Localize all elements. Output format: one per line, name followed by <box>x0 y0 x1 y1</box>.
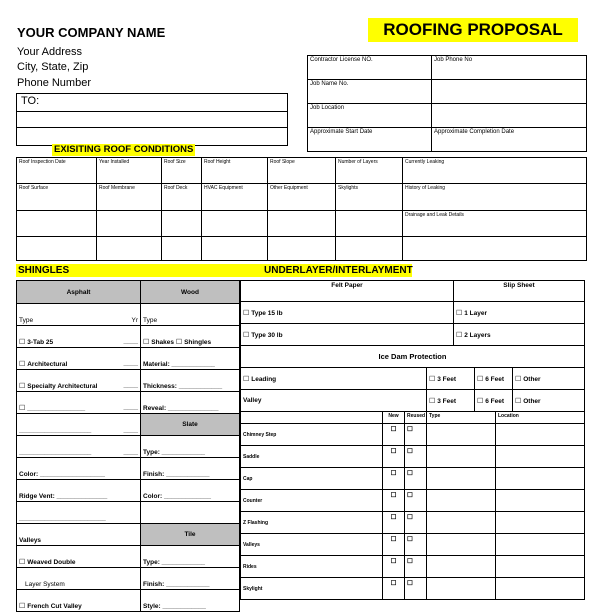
job-name-field[interactable]: Job Name No. <box>308 80 432 104</box>
to-box[interactable] <box>16 93 288 146</box>
flashing-item: Chimney Step <box>241 424 383 446</box>
underlayment-heading: UNDERLAYER/INTERLAYMENT <box>264 265 413 276</box>
to-label: TO: <box>21 95 40 107</box>
start-date-field[interactable]: Approximate Start Date <box>308 128 432 152</box>
flashing-reused-checkbox[interactable]: ☐ <box>405 490 427 512</box>
flashing-reused-checkbox[interactable]: ☐ <box>405 512 427 534</box>
flashing-reused-checkbox[interactable]: ☐ <box>405 468 427 490</box>
company-phone: Phone Number <box>17 77 91 89</box>
felt-paper-header: Felt Paper <box>241 281 454 302</box>
job-phone-field[interactable]: Job Phone No <box>432 56 587 80</box>
french-cut-option[interactable]: ☐ French Cut Valley <box>17 590 141 612</box>
reused-column-header: Reused <box>405 412 427 424</box>
custom-asphalt-line-2[interactable]: ____________________ ____ <box>17 436 141 458</box>
flashing-reused-checkbox[interactable]: ☐ <box>405 578 427 600</box>
wood-type-options[interactable]: ☐ Shakes ☐ Shingles <box>141 326 240 348</box>
job-location-value[interactable] <box>432 104 587 128</box>
shingles-table: Asphalt Wood Type Yr Type ☐ 3-Tab 25 ____ ☐ Shakes ☐ Shingles ☐ Architectural ____ Material: ____________ ☐ Specialty Architectural ____ Thickness: ____________ ☐ ________________ ____ Reveal: ______________ ____________________ ____ Slate ____________________ ____ Type: ____________ Color: __________________ Finish: ____________ Ridge Vent: ______________ Color: _____________ ________________________ Valleys Tile ☐ Weaved Double Type: ____________ Layer System Finish: ____________ ☐ French Cut Valley Style: ____________ <box>16 280 240 612</box>
slate-color-field[interactable]: Color: _____________ <box>141 480 240 502</box>
valley-label: Valley <box>241 390 427 412</box>
tile-finish-field[interactable]: Finish: ____________ <box>141 568 240 590</box>
flashing-new-checkbox[interactable]: ☐ <box>383 468 405 490</box>
flashing-item: Skylight <box>241 578 383 600</box>
valley-three-feet-option[interactable]: ☐ 3 Feet <box>427 390 475 412</box>
flashing-new-checkbox[interactable]: ☐ <box>383 424 405 446</box>
location-column-header: Location <box>496 412 585 424</box>
company-city: City, State, Zip <box>17 61 89 73</box>
weaved-double-option[interactable]: ☐ Weaved Double <box>17 546 141 568</box>
slip-sheet-header: Slip Sheet <box>454 281 585 302</box>
flashing-item: Rides <box>241 556 383 578</box>
company-name: YOUR COMPANY NAME <box>17 25 166 40</box>
three-feet-option[interactable]: ☐ 3 Feet <box>427 368 475 390</box>
flashing-new-checkbox[interactable]: ☐ <box>383 534 405 556</box>
tile-style-field[interactable]: Style: ____________ <box>141 590 240 612</box>
valley-six-feet-option[interactable]: ☐ 6 Feet <box>475 390 513 412</box>
flashing-new-checkbox[interactable]: ☐ <box>383 556 405 578</box>
flashing-item: Counter <box>241 490 383 512</box>
leading-option[interactable]: ☐ Leading <box>241 368 427 390</box>
new-column-header: New <box>383 412 405 424</box>
type-column-header: Type <box>427 412 496 424</box>
layer-system-label: Layer System <box>17 568 141 590</box>
slate-header: Slate <box>141 414 240 436</box>
flashing-new-checkbox[interactable]: ☐ <box>383 512 405 534</box>
contractor-license-field[interactable]: Contractor License NO. <box>308 56 432 80</box>
layer-1-option[interactable]: ☐ 1 Layer <box>454 302 585 324</box>
six-feet-option[interactable]: ☐ 6 Feet <box>475 368 513 390</box>
ridge-vent-field[interactable]: Ridge Vent: ______________ <box>17 480 141 502</box>
three-tab-option[interactable]: ☐ 3-Tab 25 ____ <box>17 326 141 348</box>
other-option[interactable]: ☐ Other <box>513 368 585 390</box>
custom-asphalt-option[interactable]: ☐ ________________ ____ <box>17 392 141 414</box>
flashing-new-checkbox[interactable]: ☐ <box>383 446 405 468</box>
company-address: Your Address <box>17 46 83 58</box>
ridge-vent-line[interactable]: ________________________ <box>17 502 141 524</box>
specialty-architectural-option[interactable]: ☐ Specialty Architectural ____ <box>17 370 141 392</box>
type-30-option[interactable]: ☐ Type 30 lb <box>241 324 454 346</box>
thickness-field[interactable]: Thickness: ____________ <box>141 370 240 392</box>
flashing-item: Valleys <box>241 534 383 556</box>
tile-header: Tile <box>141 524 240 546</box>
asphalt-header: Asphalt <box>17 281 141 304</box>
material-field[interactable]: Material: ____________ <box>141 348 240 370</box>
valley-other-option[interactable]: ☐ Other <box>513 390 585 412</box>
flashing-new-checkbox[interactable]: ☐ <box>383 578 405 600</box>
architectural-option[interactable]: ☐ Architectural ____ <box>17 348 141 370</box>
proposal-title: ROOFING PROPOSAL <box>368 18 578 42</box>
ice-dam-header: Ice Dam Protection <box>241 346 585 368</box>
reveal-field[interactable]: Reveal: ______________ <box>141 392 240 414</box>
flashing-item: Z Flashing <box>241 512 383 534</box>
flashing-item: Cap <box>241 468 383 490</box>
flashing-new-checkbox[interactable]: ☐ <box>383 490 405 512</box>
custom-asphalt-line[interactable]: ____________________ ____ <box>17 414 141 436</box>
type-15-option[interactable]: ☐ Type 15 lb <box>241 302 454 324</box>
job-name-value[interactable] <box>432 80 587 104</box>
flashing-reused-checkbox[interactable]: ☐ <box>405 556 427 578</box>
underlayment-table <box>240 280 585 600</box>
job-location-field[interactable]: Job Location <box>308 104 432 128</box>
flashing-item: Saddle <box>241 446 383 468</box>
existing-roof-heading: EXISITING ROOF CONDITIONS <box>54 144 194 155</box>
flashing-reused-checkbox[interactable]: ☐ <box>405 446 427 468</box>
job-info-table <box>307 55 587 152</box>
tile-type-field[interactable]: Type: ____________ <box>141 546 240 568</box>
flashing-reused-checkbox[interactable]: ☐ <box>405 424 427 446</box>
color-field[interactable]: Color: __________________ <box>17 458 141 480</box>
flashing-reused-checkbox[interactable]: ☐ <box>405 534 427 556</box>
existing-roof-table: Roof Inspection Date Year Installed Roof Size Roof Height Roof Slope Number of Layers Currently Leaking Roof Surface Roof Membrane Roof Deck HVAC Equipment Other Equipment Skylights History of Leaking Drainage and Leak Details <box>16 157 587 261</box>
shingles-heading: SHINGLES <box>18 265 70 276</box>
completion-date-field[interactable]: Approximate Completion Date <box>432 128 587 152</box>
finish-field[interactable]: Finish: ____________ <box>141 458 240 480</box>
slate-type-field[interactable]: Type: ____________ <box>141 436 240 458</box>
layer-2-option[interactable]: ☐ 2 Layers <box>454 324 585 346</box>
wood-header: Wood <box>141 281 240 304</box>
valleys-label: Valleys <box>17 524 141 546</box>
